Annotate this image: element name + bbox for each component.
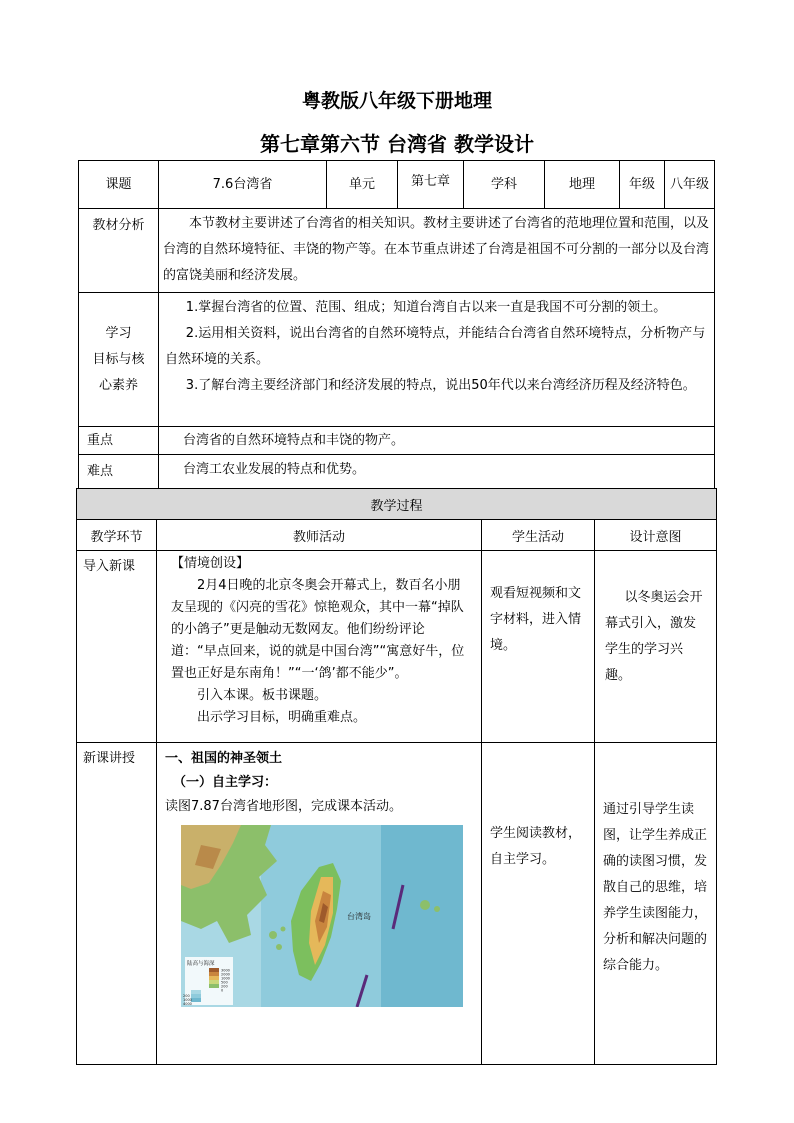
legend-value: 0 <box>221 988 224 993</box>
legend-value: 4000 <box>183 1002 192 1006</box>
legend-value: 3000 <box>221 968 230 973</box>
label-key: 重点 <box>79 427 159 455</box>
design-intent-intro <box>595 551 717 743</box>
label-goals-line3: 心素养 <box>98 377 138 393</box>
subject-value: 地理 <box>545 161 620 209</box>
grade-value: 八年级 <box>665 161 715 209</box>
legend-title: 陆高与海深 <box>187 961 215 967</box>
situation-title: 【情境创设】 <box>171 556 250 571</box>
document-subtitle: 第七章第六节 台湾省 教学设计 <box>260 132 534 156</box>
stage-intro: 导入新课 <box>77 551 157 743</box>
difficult-point: 台湾工农业发展的特点和优势。 <box>159 455 715 489</box>
key-point: 台湾省的自然环境特点和丰饶的物产。 <box>159 427 715 455</box>
student-activity-new: 学生阅读教材，自主学习。 <box>482 743 595 1065</box>
label-analysis: 教材分析 <box>79 209 159 293</box>
label-goals-line1: 学习 <box>105 325 132 341</box>
label-unit: 单元 <box>327 161 398 209</box>
goal-item: 3.了解台湾主要经济部门和经济发展的特点，说出50年代以来台湾经济历程及经济特色。 <box>185 378 696 393</box>
objectives-line: 出示学习目标，明确重难点。 <box>197 710 367 725</box>
design-intent-new: 通过引导学生读图，让学生养成正确的读图习惯，发散自己的思维，培养学生读图能力，分析和解决问题的综合能力。 <box>595 743 717 1065</box>
label-grade: 年级 <box>620 161 665 209</box>
legend-value: 1000 <box>221 976 230 981</box>
label-difficult: 难点 <box>79 455 159 489</box>
lesson-info-table <box>78 160 715 489</box>
map-instruction: 读图7.87台湾省地形图，完成课本活动。 <box>165 799 402 814</box>
unit-value: 第七章 <box>398 161 464 209</box>
col-stage: 教学环节 <box>77 520 157 551</box>
analysis-text: 本节教材主要讲述了台湾省的相关知识。教材主要讲述了台湾省的范地理位置和范围，以及台湾的自然环境特征、丰饶的物产等。在本节重点讲述了台湾是祖国不可分割的一部分以及台湾的富饶美丽和经济发展。 <box>159 209 715 293</box>
design-intent-text: 以冬奥运会开幕式引入，激发学生的学习兴趣。 <box>605 590 703 683</box>
section-subheading: （一）自主学习： <box>173 775 278 790</box>
teaching-process-table <box>76 488 717 1065</box>
topic-value: 7.6台湾省 <box>159 161 327 209</box>
taiwan-terrain-map <box>181 825 463 1007</box>
island-label: 台湾岛 <box>347 912 371 921</box>
teacher-activity-intro <box>157 551 482 743</box>
legend-value: 1000 <box>183 998 192 1002</box>
col-student: 学生活动 <box>482 520 595 551</box>
intro-line: 引入本课。板书课题。 <box>197 688 328 703</box>
legend-value: 2000 <box>221 972 230 977</box>
section-heading: 一、祖国的神圣领土 <box>165 751 283 766</box>
label-subject: 学科 <box>464 161 545 209</box>
legend-value: 200 <box>221 984 228 989</box>
document-title: 粤教版八年级下册地理 <box>301 90 492 112</box>
goal-item: 2.运用相关资料，说出台湾省的自然环境特点，并能结合台湾省自然环境特点，分析物产与自然环境的关系。 <box>165 326 706 367</box>
teacher-activity-new <box>157 743 482 1065</box>
student-activity-intro: 观看短视频和文字材料，进入情境。 <box>482 551 595 743</box>
col-intent: 设计意图 <box>595 520 717 551</box>
label-topic: 课题 <box>79 161 159 209</box>
label-goals-line2: 目标与核 <box>92 351 145 367</box>
legend-value: 500 <box>221 980 228 985</box>
goal-item: 1.掌握台湾省的位置、范围、组成；知道台湾自古以来一直是我国不可分割的领土。 <box>185 300 667 315</box>
goals-list <box>159 293 715 427</box>
legend-value: 200 <box>183 994 190 998</box>
situation-text: 2月4日晚的北京冬奥会开幕式上，数百名小朋友呈现的《闪亮的雪花》惊艳观众，其中一幕“掉队的小鸽子”更是触动无数网友。他们纷纷评论道：“早点回来，说的就是中国台湾”“寓意好牛，位置也正好是东南角！”“一‘鸽’都不能少”。 <box>171 578 465 681</box>
stage-new-lesson: 新课讲授 <box>77 743 157 1065</box>
label-goals <box>79 293 159 427</box>
process-header: 教学过程 <box>77 489 717 520</box>
col-teacher: 教师活动 <box>157 520 482 551</box>
